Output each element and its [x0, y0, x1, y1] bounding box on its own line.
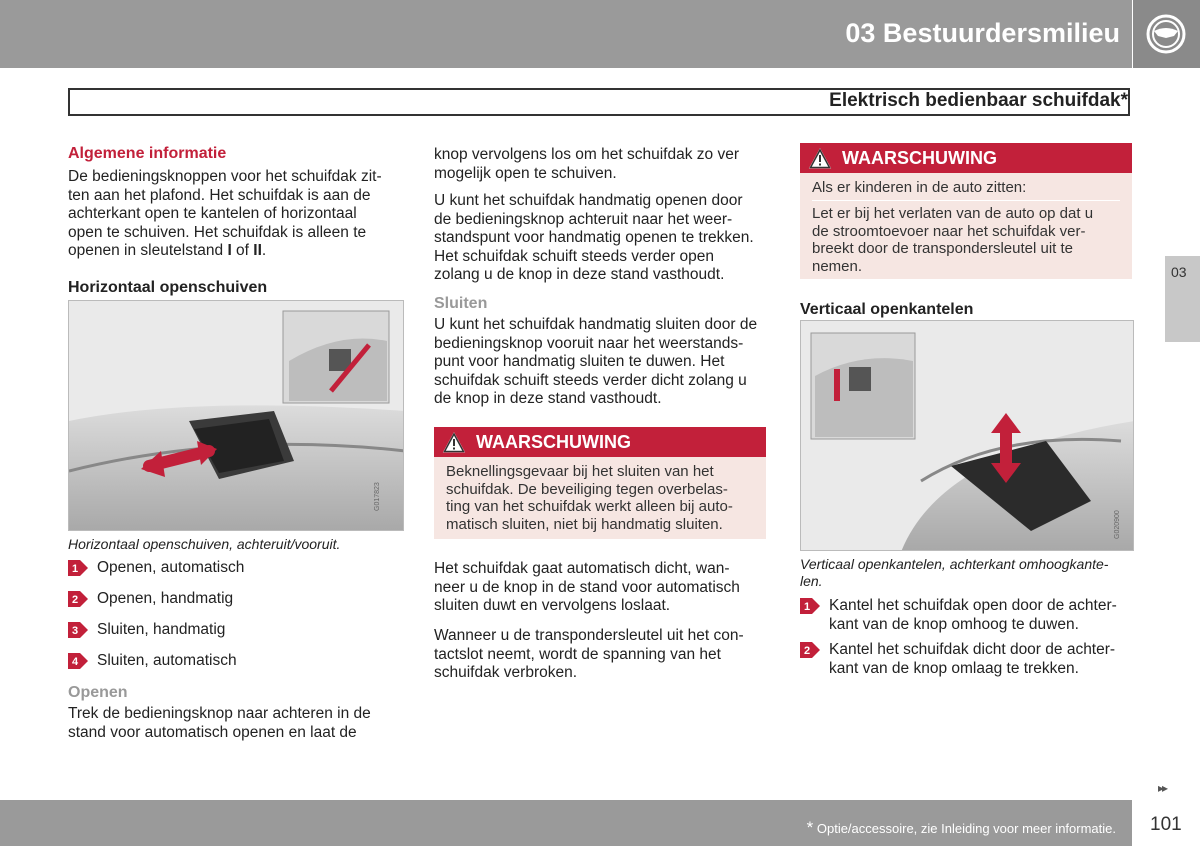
section-title: Elektrisch bedienbaar schuifdak* — [829, 90, 1128, 111]
car-roof-illustration — [801, 321, 1134, 551]
figure-code: G017823 — [374, 482, 381, 511]
key-position-i: I — [227, 242, 232, 259]
key-position-ii: II — [253, 242, 262, 259]
figure-caption-vertical — [800, 556, 1140, 590]
transponder-text — [434, 627, 774, 683]
list-item-label — [829, 596, 1117, 634]
figure-caption-horizontal: Horizontaal openschuiven, achteruit/vooruit. — [68, 536, 341, 552]
list-item — [68, 590, 398, 612]
text-line: Kantel het schuifdak open door de achter- — [829, 597, 1117, 614]
step-number: 1 — [72, 563, 79, 575]
continued-text — [434, 146, 774, 183]
list-item — [800, 596, 1140, 636]
warning-triangle-icon — [440, 429, 468, 455]
list-item — [800, 640, 1140, 680]
heading-open: Openen — [68, 684, 128, 701]
steering-wheel-icon — [1133, 0, 1200, 68]
heading-general-info: Algemene informatie — [68, 145, 227, 162]
step-number: 4 — [72, 656, 79, 668]
caption-line: Verticaal openkantelen, achterkant omhoogkante- — [800, 556, 1109, 572]
text-line: Het schuifdak schuift steeds verder open — [434, 247, 715, 265]
text-line: Wanneer u de transpondersleutel uit het con- — [434, 627, 744, 644]
warning-title: WAARSCHUWING — [476, 432, 631, 452]
continue-marker: ▸▸ — [1158, 781, 1167, 795]
text-line: nemen. — [812, 257, 863, 275]
text-line: Het schuifdak gaat automatisch dicht, wan- — [434, 560, 730, 577]
text-part: openen in sleutelstand — [68, 242, 228, 259]
step-number: 2 — [72, 594, 79, 606]
heading-horizontal: Horizontaal openschuiven — [68, 279, 268, 296]
list-item-label — [829, 640, 1115, 678]
text-line: ting van het schuifdak werkt alleen bij auto- — [446, 498, 733, 515]
step-number: 3 — [72, 625, 79, 637]
text-line: Trek de bedieningsknop naar achteren in de — [68, 705, 371, 722]
text-line: Beknellingsgevaar bij het sluiten van het — [446, 463, 714, 480]
warning-box-pinching — [434, 427, 766, 539]
text-line: standspunt voor handmatig openen te trekken. — [434, 229, 754, 246]
car-roof-illustration — [69, 301, 404, 531]
warning-text — [812, 205, 1120, 275]
warning-header — [800, 143, 1132, 173]
open-text — [68, 705, 408, 742]
footnote — [807, 818, 1116, 838]
caption-line: len. — [800, 573, 823, 589]
chapter-title: 03 Bestuurdersmilieu — [845, 18, 1120, 48]
text-line: neer u de knop in de stand voor automatisch — [434, 578, 740, 596]
step-number-icon — [800, 597, 822, 615]
text-line: stand voor automatisch openen en laat de — [68, 723, 357, 741]
text-line: bedieningsknop vooruit naar het weerstands- — [434, 334, 744, 352]
figure-code: G020900 — [1114, 510, 1121, 539]
warning-title: WAARSCHUWING — [842, 148, 997, 168]
warning-text — [446, 463, 754, 533]
text-line: open te schuiven. Het schuifdak is alleen te — [68, 223, 367, 241]
text-line: de knop in deze stand vasthoudt. — [434, 390, 662, 407]
text-line: schuifdak. De beveiliging tegen overbelas- — [446, 480, 728, 498]
warning-divider — [812, 200, 1120, 201]
manual-open-text — [434, 192, 774, 285]
list-item-label: Sluiten, handmatig — [97, 621, 226, 638]
text-line: de stroomtoevoer naar het schuifdak ver- — [812, 222, 1086, 240]
text-line: de bedieningsknop achteruit naar het weer- — [434, 210, 733, 228]
step-number-icon — [68, 590, 90, 608]
step-number-icon — [68, 652, 90, 670]
step-number-icon — [68, 621, 90, 639]
text-line: U kunt het schuifdak handmatig openen door — [434, 192, 743, 209]
text-line: Kantel het schuifdak dicht door de achter- — [829, 641, 1116, 658]
chapter-icon-box — [1133, 0, 1200, 68]
text-line: mogelijk open te schuiven. — [434, 164, 617, 182]
text-line: zolang u de knop in deze stand vasthoudt. — [434, 266, 725, 283]
text-line: knop vervolgens los om het schuifdak zo ver — [434, 146, 739, 163]
text-line: punt voor handmatig sluiten te duwen. Het — [434, 353, 725, 370]
warning-header — [434, 427, 766, 457]
list-item-label: Openen, handmatig — [97, 590, 234, 607]
figure-vertical-tilt — [800, 320, 1134, 551]
close-text — [434, 316, 774, 409]
list-item — [68, 621, 398, 643]
warning-box-children — [800, 143, 1132, 279]
text-line: schuifdak schuift steeds verder dicht zolang u — [434, 371, 747, 389]
list-item-label: Sluiten, automatisch — [97, 652, 237, 669]
list-item — [68, 652, 398, 674]
text-line: De bedieningsknoppen voor het schuifdak zit- — [68, 168, 382, 185]
text-line: sluiten duwt en vervolgens loslaat. — [434, 597, 671, 614]
heading-vertical: Verticaal openkantelen — [800, 301, 974, 318]
text-line: ten aan het plafond. Het schuifdak is aan de — [68, 186, 371, 204]
step-number: 1 — [804, 601, 811, 613]
text-line: tactslot neemt, wordt de spanning van het — [434, 645, 721, 663]
footnote-text: Optie/accessoire, zie Inleiding voor meer informatie. — [816, 821, 1116, 836]
figure-horizontal-sliding — [68, 300, 404, 531]
warning-triangle-icon — [806, 145, 834, 171]
list-item — [68, 559, 398, 581]
text-part: . — [261, 242, 267, 259]
chapter-side-tab[interactable] — [1165, 256, 1200, 342]
heading-close: Sluiten — [434, 295, 488, 312]
text-line: kant van de knop omlaag te trekken. — [829, 660, 1079, 677]
general-info-text — [68, 168, 408, 261]
text-line: schuifdak verbroken. — [434, 664, 578, 681]
auto-close-text — [434, 560, 774, 616]
footnote-asterisk: * — [806, 818, 814, 837]
warning-intro: Als er kinderen in de auto zitten: — [812, 179, 1027, 196]
text-line: breekt door de transpondersleutel uit te — [812, 240, 1073, 257]
text-part: of — [231, 242, 254, 259]
text-line: kant van de knop omhoog te duwen. — [829, 616, 1079, 633]
step-number-icon — [68, 559, 90, 577]
text-line: achterkant open te kantelen of horizontaal — [68, 205, 357, 222]
step-number: 2 — [804, 645, 811, 657]
text-line: Let er bij het verlaten van de auto op dat u — [812, 205, 1094, 222]
text-line: matisch sluiten, niet bij handmatig sluiten. — [446, 515, 723, 533]
text-line: U kunt het schuifdak handmatig sluiten door de — [434, 316, 758, 333]
text-line — [68, 242, 408, 261]
side-tab-label: 03 — [1171, 264, 1187, 280]
step-number-icon — [800, 641, 822, 659]
page-number: 101 — [1150, 814, 1182, 835]
list-item-label: Openen, automatisch — [97, 559, 245, 576]
